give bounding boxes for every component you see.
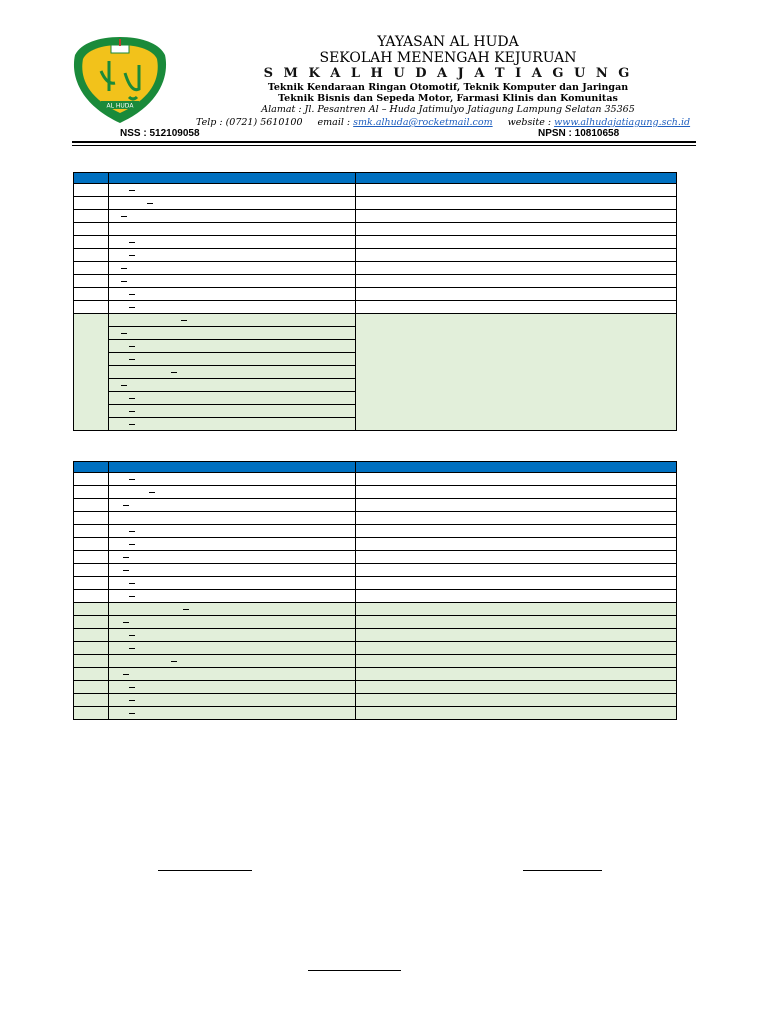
table-row <box>74 301 677 314</box>
table-row <box>74 629 677 642</box>
programs-line-1: Teknik Kendaraan Ringan Otomotif, Teknik Komputer dan Jaringan <box>267 82 629 93</box>
school-logo <box>71 33 169 125</box>
email-link[interactable]: smk.alhuda@rocketmail.com <box>353 117 493 128</box>
table-row <box>74 512 677 525</box>
table-row <box>74 249 677 262</box>
table-row <box>74 655 677 668</box>
table-row <box>74 473 677 486</box>
table-row <box>74 564 677 577</box>
contact-line <box>196 117 690 128</box>
email-label: email : <box>317 117 351 128</box>
table-row <box>74 236 677 249</box>
telp: Telp : (0721) 5610100 <box>196 117 303 128</box>
address: Alamat : Jl. Pesantren Al – Huda Jatimulyo Jatiagung Lampung Selatan 35365 <box>261 104 635 115</box>
npsn: NPSN : 10810658 <box>538 128 620 139</box>
website-label: website : <box>507 117 552 128</box>
website-link[interactable]: www.alhudajatiagung.sch.id <box>554 117 691 128</box>
foundation-name: YAYASAN AL HUDA <box>377 34 519 50</box>
table-header <box>74 462 677 473</box>
table-row <box>74 197 677 210</box>
header-rule <box>72 141 696 143</box>
table-row <box>74 275 677 288</box>
table-row <box>74 288 677 301</box>
table-row <box>74 551 677 564</box>
table-row <box>74 694 677 707</box>
table-row <box>74 210 677 223</box>
table-header <box>74 173 677 184</box>
school-name: S M K A L H U D A J A T I A G U N G <box>263 66 633 81</box>
table-row <box>74 642 677 655</box>
nss: NSS : 512109058 <box>120 128 200 139</box>
table-row <box>74 223 677 236</box>
table-row <box>74 538 677 551</box>
table-row <box>74 590 677 603</box>
table-row <box>74 577 677 590</box>
table-row <box>74 184 677 197</box>
table-row <box>74 262 677 275</box>
header-rule-thin <box>72 145 696 146</box>
signature-line-center <box>308 970 401 971</box>
programs-line-2: Teknik Bisnis dan Sepeda Motor, Farmasi Klinis dan Komunitas <box>278 93 618 104</box>
table-row <box>74 525 677 538</box>
table-row <box>74 603 677 616</box>
table-row <box>74 499 677 512</box>
table-row <box>74 616 677 629</box>
table-row <box>74 707 677 720</box>
letterhead <box>170 34 726 115</box>
table-row <box>74 486 677 499</box>
schedule-table-1 <box>73 172 677 431</box>
signature-line-right <box>523 870 602 871</box>
school-type: SEKOLAH MENENGAH KEJURUAN <box>319 50 577 66</box>
table-row <box>74 668 677 681</box>
logo-caption: AL HUDA <box>106 102 134 110</box>
signature-line-left <box>158 870 252 871</box>
table-row <box>74 681 677 694</box>
schedule-table-2 <box>73 461 677 720</box>
table-row <box>74 314 677 327</box>
